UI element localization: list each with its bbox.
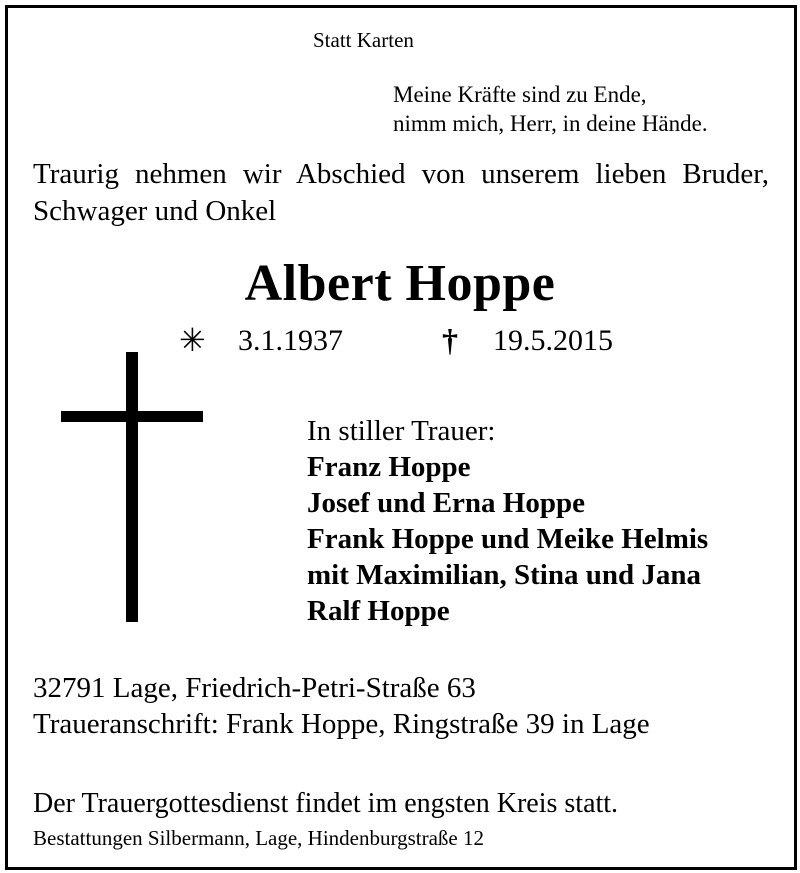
mourners-block [307, 413, 708, 629]
mourners-heading: In stiller Trauer: [307, 415, 496, 447]
birth-star-icon: ✳ [179, 322, 206, 358]
residence-address: 32791 Lage, Friedrich-Petri-Straße 63 [33, 672, 476, 704]
cross-horizontal-bar [61, 411, 203, 422]
mourner-name: Ralf Hoppe [307, 595, 450, 627]
verse-line: Meine Kräfte sind zu Ende, [393, 82, 647, 107]
statt-karten-label: Statt Karten [313, 28, 414, 52]
death-cross-icon: † [442, 322, 458, 358]
cross-vertical-bar [126, 352, 138, 622]
intro-text: Traurig nehmen wir Abschied von unserem lieben Bruder, Schwager und Onkel [33, 158, 769, 227]
death-date: 19.5.2015 [493, 324, 613, 357]
deceased-name: Albert Hoppe [244, 255, 556, 312]
verse [393, 80, 708, 138]
service-note: Der Trauergottesdienst findet im engsten Kreis statt. [33, 788, 619, 819]
address-block [33, 670, 650, 742]
mourner-name: Franz Hoppe [307, 451, 471, 483]
mourner-name: Frank Hoppe und Meike Helmis [307, 523, 709, 555]
mourning-address: Traueranschrift: Frank Hoppe, Ringstraße 39 in Lage [33, 708, 650, 740]
verse-line: nimm mich, Herr, in deine Hände. [393, 111, 708, 136]
funeral-home: Bestattungen Silbermann, Lage, Hindenburgstraße 12 [33, 826, 485, 850]
mourner-name: mit Maximilian, Stina und Jana [307, 559, 701, 591]
mourner-name: Josef und Erna Hoppe [307, 487, 585, 519]
birth-date: 3.1.1937 [238, 324, 343, 357]
